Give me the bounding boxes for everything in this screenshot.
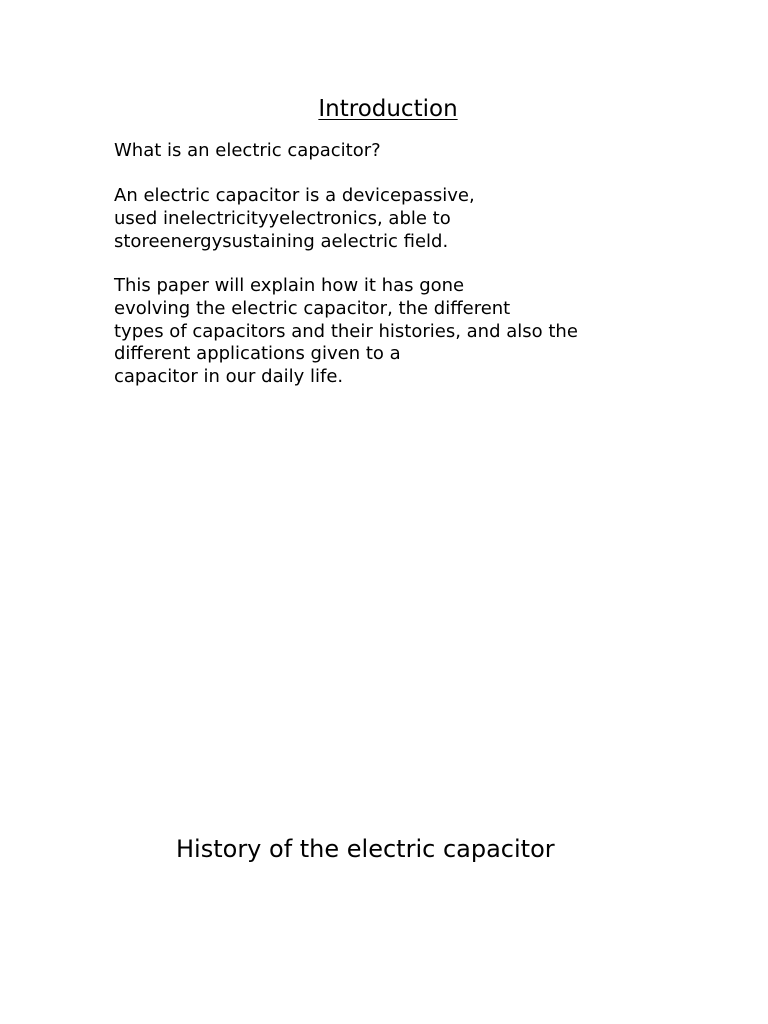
page-title: Introduction (318, 96, 458, 122)
paragraph-line: capacitor in our daily life. (114, 366, 344, 388)
paragraph-line: types of capacitors and their histories, and also the (114, 320, 578, 342)
section-heading: History of the electric capacitor (176, 835, 555, 863)
scope-paragraph (114, 275, 578, 389)
intro-question: What is an electric capacitor? (114, 140, 381, 161)
paragraph-line: An electric capacitor is a devicepassive, (114, 185, 475, 206)
paragraph-line: evolving the electric capacitor, the different (114, 297, 511, 319)
definition-paragraph (114, 185, 475, 253)
paragraph-line: This paper will explain how it has gone (114, 275, 465, 296)
paragraph-line: used inelectricityyelectronics, able to (114, 207, 451, 229)
paragraph-line: different applications given to a (114, 343, 401, 365)
paragraph-line: storeenergysustaining aelectric field. (114, 230, 449, 252)
